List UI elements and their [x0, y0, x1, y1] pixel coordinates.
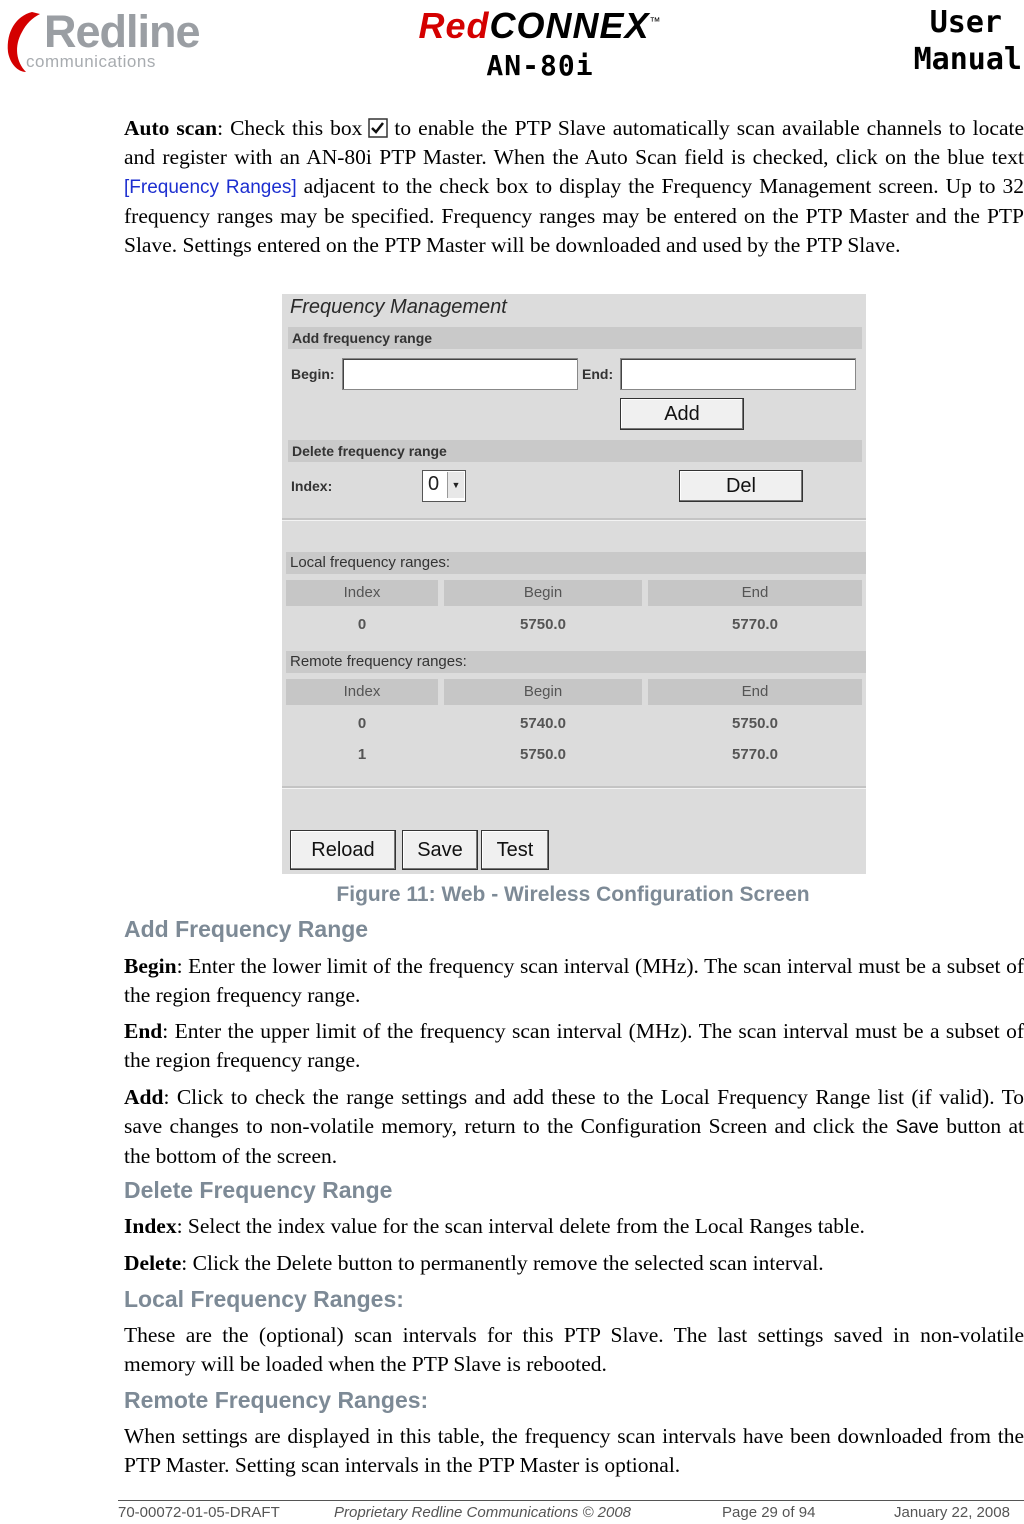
local-paragraph-wrap — [124, 1321, 1024, 1379]
product-model: AN-80i — [486, 49, 594, 82]
page-number: Page 29 of 94 — [722, 1504, 816, 1521]
reload-button[interactable]: Reload — [290, 830, 396, 870]
delete-paragraph-wrap — [124, 1249, 1024, 1278]
proprietary-notice: Proprietary Redline Communications © 2008 — [334, 1504, 632, 1521]
logo-subtitle: communications — [26, 52, 156, 71]
index-label: Index: — [291, 478, 333, 494]
local-col-begin: Begin — [444, 580, 642, 606]
begin-input[interactable] — [342, 358, 578, 390]
frequency-ranges-link[interactable]: [Frequency Ranges] — [124, 177, 297, 198]
del-button[interactable]: Del — [679, 470, 803, 502]
divider — [282, 786, 866, 789]
begin-paragraph-wrap — [124, 952, 1024, 1010]
local-col-end: End — [648, 580, 862, 606]
remote-col-index: Index — [286, 679, 438, 705]
delete-range-section-bar: Delete frequency range — [288, 440, 862, 462]
add-paragraph: Add: Click to check the range settings and add these to the Local Frequency Range list (if valid). To save changes to non-volatile memory, return to the Configuration Screen and click the Save button at the bottom of the screen. — [124, 1085, 1024, 1168]
index-select[interactable]: 0 ▼ — [422, 470, 466, 502]
delete-frequency-range-heading: Delete Frequency Range — [124, 1177, 393, 1203]
screen-title: Frequency Management — [290, 296, 507, 318]
add-button[interactable]: Add — [620, 398, 744, 430]
local-frequency-ranges-heading: Local Frequency Ranges: — [124, 1286, 404, 1312]
remote-paragraph: When settings are displayed in this table, the frequency scan intervals have been downloaded from the PTP Master. Setting scan intervals in the PTP Master is optional. — [124, 1424, 1024, 1477]
intro-section — [124, 114, 1024, 260]
remote-frequency-ranges-heading: Remote Frequency Ranges: — [124, 1387, 429, 1413]
end-input[interactable] — [620, 358, 856, 390]
footer-date: January 22, 2008 — [894, 1504, 1010, 1521]
remote-col-end: End — [648, 679, 862, 705]
auto-scan-paragraph: Auto scan: Check this box to enable the PTP Slave automatically scan available channels to locate and register with an AN-80i PTP Master. When the Auto Scan field is checked, click on the blue text [Frequency Ranges] adjacent to the check box to display the Frequency Management screen. Up to 32 frequency ranges may be specified. Frequency ranges may be entered on the PTP Master and the PTP Slave. Settings entered on the PTP Master will be downloaded and used by the PTP Slave. — [124, 116, 1024, 257]
index-paragraph-wrap — [124, 1212, 1024, 1241]
add-frequency-range-heading: Add Frequency Range — [124, 916, 369, 942]
local-paragraph: These are the (optional) scan intervals for this PTP Slave. The last settings saved in non-volatile memory will be loaded when the PTP Slave is rebooted. — [124, 1323, 1024, 1376]
divider — [282, 518, 866, 521]
begin-paragraph: Begin: Enter the lower limit of the frequency scan interval (MHz). The scan interval must be a subset of the region frequency range. — [124, 954, 1024, 1007]
local-col-index: Index — [286, 580, 438, 606]
begin-label: Begin: — [291, 366, 335, 382]
local-ranges-title: Local frequency ranges: — [286, 552, 866, 574]
end-paragraph-wrap — [124, 1017, 1024, 1075]
index-paragraph: Index: Select the index value for the scan interval delete from the Local Ranges table. — [124, 1214, 865, 1238]
checkbox-checked-icon — [368, 117, 388, 137]
doc-id: 70-00072-01-05-DRAFT — [118, 1504, 280, 1521]
delete-paragraph: Delete: Click the Delete button to permanently remove the selected scan interval. — [124, 1251, 824, 1275]
redline-logo — [2, 4, 212, 74]
frequency-management-screen: Frequency Management Add frequency range Begin: End: Add Delete frequency range Index: 0 ▼ Del Local frequency ranges: Index Begin End 0 5750.0 5770.0 Remote frequency ranges: Index Begin End 0 5740.0 5750.0 1 5750.0 5770.0 Reload Save Test — [282, 294, 866, 874]
local-heading-wrap — [124, 1286, 1024, 1313]
delete-heading-wrap — [124, 1177, 1024, 1204]
save-button[interactable]: Save — [402, 830, 478, 870]
end-paragraph: End: Enter the upper limit of the frequency scan interval (MHz). The scan interval must be a subset of the region frequency range. — [124, 1019, 1024, 1072]
add-range-section-bar: Add frequency range — [288, 327, 862, 349]
remote-col-begin: Begin — [444, 679, 642, 705]
remote-ranges-title: Remote frequency ranges: — [286, 651, 866, 673]
logo-wordmark: Redline — [44, 6, 200, 57]
figure-caption: Figure 11: Web - Wireless Configuration Screen — [336, 883, 810, 906]
remote-paragraph-wrap — [124, 1422, 1024, 1480]
product-name: RedCONNEX™ — [418, 5, 662, 46]
end-label: End: — [582, 366, 614, 382]
page-header — [0, 0, 1024, 90]
test-button[interactable]: Test — [481, 830, 549, 870]
dropdown-arrow-icon: ▼ — [447, 472, 464, 498]
remote-heading-wrap — [124, 1387, 1024, 1414]
footer-rule — [118, 1500, 1024, 1501]
add-frequency-range-heading-wrap — [124, 916, 1024, 943]
product-title — [400, 0, 680, 84]
add-paragraph-wrap — [124, 1083, 1024, 1171]
manual-title: User Manual — [913, 5, 1022, 77]
